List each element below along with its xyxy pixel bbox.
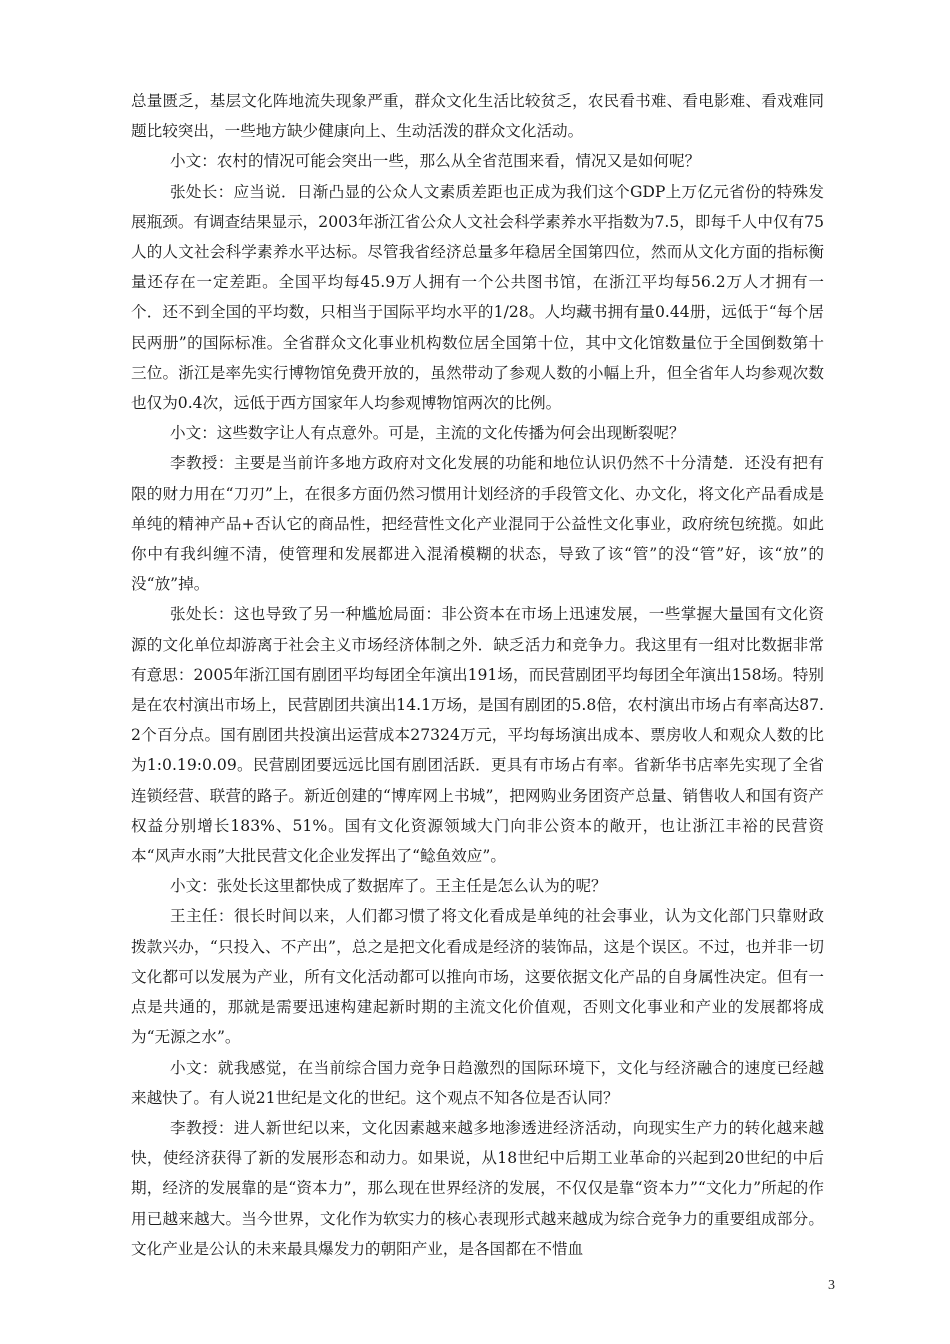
paragraph-continuation: 总量匮乏，基层文化阵地流失现象严重，群众文化生活比较贫乏，农民看书难、看电影难、看戏难同题比较突出，一些地方缺少健康向上、生动活泼的群众文化活动。 (131, 92, 824, 141)
paragraph-xiaowen-question-3: 小文：张处长这里都快成了数据库了。王主任是怎么认为的呢？ (170, 877, 607, 896)
paragraph-zhang-answer-2: 张处长：这也导致了另一种尴尬局面：非公资本在市场上迅速发展，一些掌握大量国有文化资源的文化单位却游离于社会主义市场经济体制之外．缺乏活力和竞争力。我这里有一组对比数据非常有意思：2005年浙江国有剧团平均每团全年演出191场，而民营剧团平均每团全年演出158场。特别是在农村演出市场上，民营剧团共演出14.1万场，是国有剧团的5.8倍，农村演出市场占有率高达87.2个百分点。国有剧团共投演出运营成本27324万元，平均每场演出成本、票房收人和观众人数的比为1:0.19:0.09。民营剧团要远远比国有剧团活跃．更具有市场占有率。省新华书店率先实现了全省连锁经营、联营的路子。新近创建的“博库网上书城”，把网购业务团资产总量、销售收人和国有资产权益分别增长183%、51%。国有文化资源领域大门向非公资本的敞开，也让浙江丰裕的民营资本“风声水雨”大批民营文化企业发挥出了“鲶鱼效应”。 (131, 605, 824, 866)
body-text (131, 86, 824, 1264)
paragraph-xiaowen-question-1: 小文：农村的情况可能会突出一些，那么从全省范围来看，情况又是如何呢？ (170, 152, 701, 171)
paragraph-li-answer-2: 李教授：进人新世纪以来，文化因素越来越多地渗透进经济活动，向现实生产力的转化越来越快，使经济获得了新的发展形态和动力。如果说，从18世纪中后期工业革命的兴起到20世纪的中后期，经济的发展靠的是“资本力”，那么现在世界经济的发展，不仅仅是靠“资本力”“文化力”所起的作用已越来越大。当今世界，文化作为软实力的核心表现形式越来越成为综合竞争力的重要组成部分。文化产业是公认的未来最具爆发力的朝阳产业，是各国都在不惜血 (131, 1118, 824, 1258)
paragraph-wang-answer-1: 王主任：很长时间以来，人们都习惯了将文化看成是单纯的社会事业，认为文化部门只靠财政拨款兴办，“只投入、不产出”，总之是把文化看成是经济的装饰品，这是个误区。不过，也并非一切文化都可以发展为产业，所有文化活动都可以推向市场，这要依据文化产品的自身属性决定。但有一点是共通的，那就是需要迅速构建起新时期的主流文化价值观，否则文化事业和产业的发展都将成为“无源之水”。 (131, 907, 824, 1047)
paragraph-xiaowen-question-2: 小文：这些数字让人有点意外。可是，主流的文化传播为何会出现断裂呢？ (170, 424, 685, 443)
paragraph-xiaowen-question-4: 小文：就我感觉，在当前综合国力竞争日趋激烈的国际环境下，文化与经济融合的速度已经越来越快了。有人说21世纪是文化的世纪。这个观点不知各位是否认同？ (131, 1058, 824, 1107)
page-number: 3 (828, 1278, 835, 1293)
paragraph-zhang-answer-1: 张处长：应当说．日渐凸显的公众人文素质差距也正成为我们这个GDP上万亿元省份的特殊发展瓶颈。有调查结果显示，2003年浙江省公众人文社会科学素养水平指数为7.5，即每千人中仅有75人的人文社会科学素养水平达标。尽管我省经济总量多年稳居全国第四位，然而从文化方面的指标衡量还存在一定差距。全国平均每45.9万人拥有一个公共图书馆，在浙江平均每56.2万人才拥有一个．还不到全国的平均数，只相当于国际平均水平的1/28。人均藏书拥有量0.44册，远低于“每个居民两册”的国际标准。全省群众文化事业机构数位居全国第十位，其中文化馆数量位于全国倒数第十三位。浙江是率先实行博物馆免费开放的，虽然带动了参观人数的小幅上升，但全省年人均参观次数也仅为0.4次，远低于西方国家年人均参观博物馆两次的比例。 (131, 182, 824, 413)
paragraph-li-answer-1: 李教授：主要是当前许多地方政府对文化发展的功能和地位认识仍然不十分清楚．还没有把有限的财力用在“刀刃”上，在很多方面仍然习惯用计划经济的手段管文化、办文化，将文化产品看成是单纯的精神产品+否认它的商品性，把经营性文化产业混同于公益性文化事业，政府统包统揽。如此你中有我纠缠不清，使管理和发展都进入混淆模糊的状态，导致了该“管”的没“管”好，该“放”的没“放”掉。 (131, 454, 824, 594)
